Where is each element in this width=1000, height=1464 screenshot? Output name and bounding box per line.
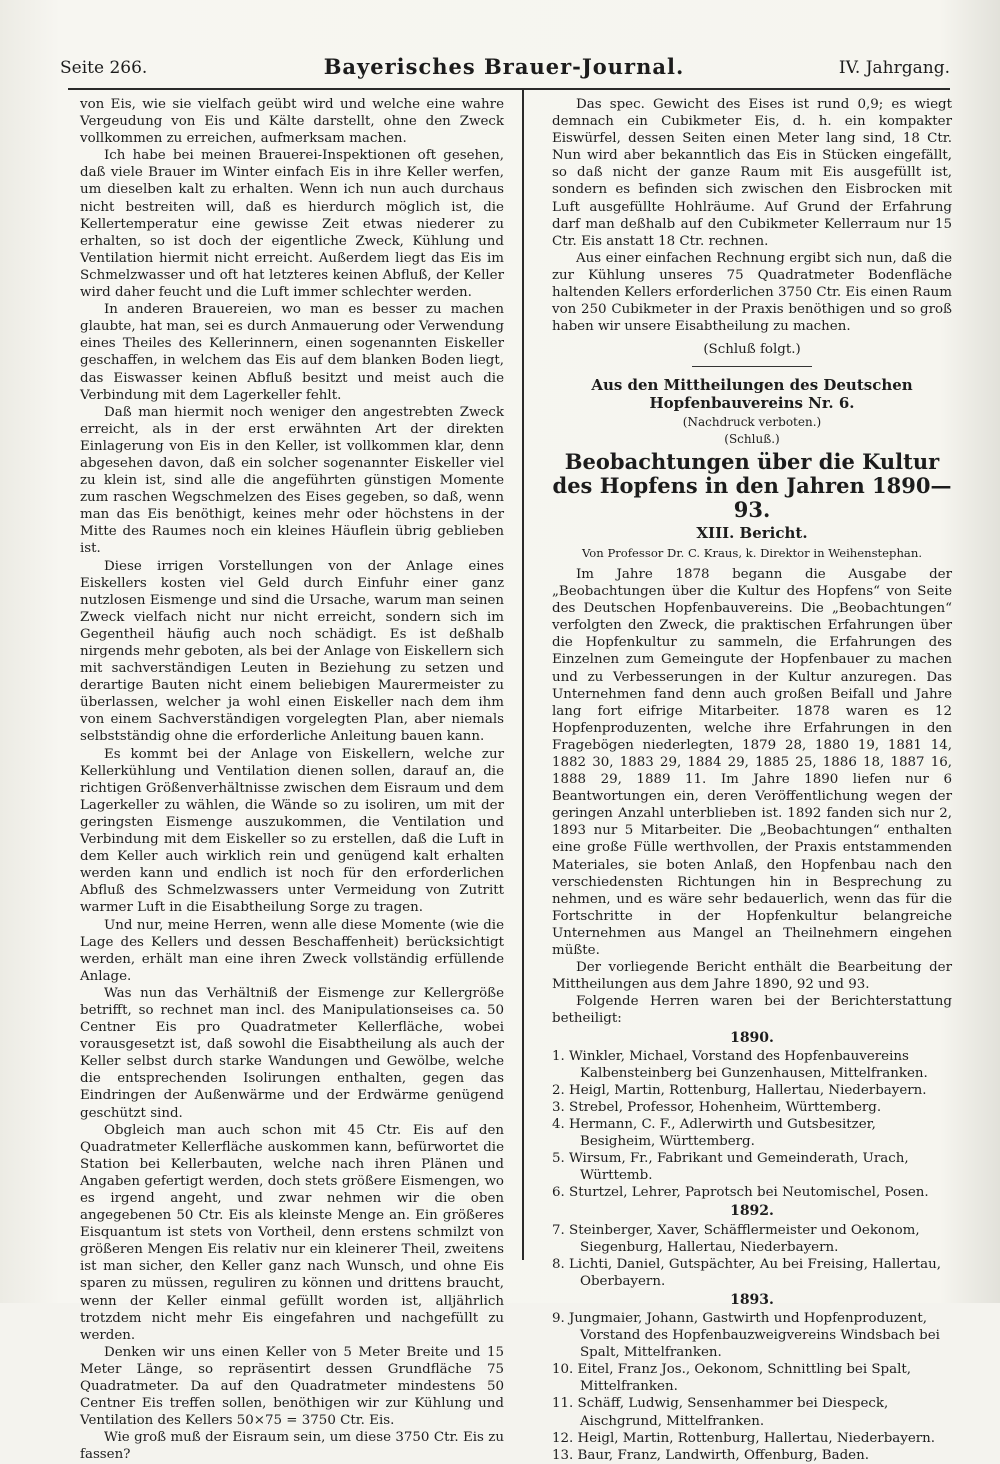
paragraph: Folgende Herren waren bei der Berichterstattung betheiligt: <box>552 994 952 1027</box>
section-heading: Aus den Mittheilungen des Deutschen Hopfenbauvereins Nr. 6. <box>591 376 913 412</box>
page-header <box>58 54 950 84</box>
conclusion-note: (Schluß.) <box>724 431 780 446</box>
report-label: XIII. Bericht. <box>696 523 808 542</box>
paragraph: Denken wir uns einen Keller von 5 Meter Breite und 15 Meter Länge, so repräsentirt dessen Grundfläche 75 Quadratmeter. Da auf den Quadratmeter mindestens 50 Centner Eis treffen sollen, benöthigen wir zur Kühlung und Ventilation des Kellers 50×75 = 3750 Ctr. Eis. <box>80 1344 504 1429</box>
paragraph: Wie groß muß der Eisraum sein, um diese 3750 Ctr. Eis zu fassen? <box>80 1430 504 1463</box>
header-rule <box>68 88 950 90</box>
paragraph: Es kommt bei der Anlage von Eiskellern, welche zur Kellerkühlung und Ventilation dienen sollen, darauf an, die richtigen Größenverhältnisse zwischen dem Eisraum und dem Lagerkeller zu wählen, die Wände so zu isoliren, um mit der geringsten Eismenge auszukommen, die Ventilation und Verbindung mit dem Eiskeller so zu erstellen, daß die Luft in dem Keller auch wirklich rein und genügend kalt erhalten werden kann und endlich ist noch für den erforderlichen Abfluß des Schmelzwassers unter Vermeidung von Zutritt warmer Luft in die Eisabtheilung Sorge zu tragen. <box>80 746 504 916</box>
page-number: Seite 266. <box>60 58 148 78</box>
list-item: 2. Heigl, Martin, Rottenburg, Hallertau, Niederbayern. <box>552 1082 927 1098</box>
paragraph: von Eis, wie sie vielfach geübt wird und welche eine wahre Vergeudung von Eis und Kälte darstellt, ohne den Zweck vollkommen zu erreichen, aufmerksam machen. <box>80 97 504 147</box>
year-heading: 1893. <box>730 1291 774 1308</box>
reprint-note: (Nachdruck verboten.) <box>682 414 822 429</box>
paragraph: Obgleich man auch schon mit 45 Ctr. Eis auf den Quadratmeter Kellerfläche auskommen kann, befürwortet die Station bei Kellerbauten, welche nach ihren Plänen und Angaben gefertigt werden, doch stets größere Eismengen, wo es irgend angeht, und zwar nehmen wir die oben angegebenen 50 Ctr. Eis als kleinste Menge an. Ein größeres Eisquantum ist stets von Vortheil, denn erstens schmilzt von größeren Mengen Eis relativ nur ein kleinerer Theil, zweitens ist man sicher, den Keller ganz nach Wunsch, und ohne Eis sparen zu müssen, reguliren zu können und drittens braucht, wenn der Keller einmal gefüllt worden ist, alljährlich trotzdem nicht mehr Eis eingefahren und nachgefüllt zu werden. <box>80 1122 504 1343</box>
volume-label: IV. Jahrgang. <box>838 58 950 78</box>
list-item: 5. Wirsum, Fr., Fabrikant und Gemeinderath, Urach, Württemb. <box>552 1151 909 1184</box>
paragraph: Der vorliegende Bericht enthält die Bearbeitung der Mittheilungen aus dem Jahre 1890, 92 und 93. <box>552 960 952 993</box>
paragraph: Was nun das Verhältniß der Eismenge zur Kellergröße betrifft, so rechnet man incl. des Manipulationseises ca. 50 Centner Eis pro Quadratmeter Kellerfläche, wobei vorausgesetzt ist, daß sowohl die Eisabtheilung als auch der Keller selbst durch starke Wandungen und Gewölbe, welche die entsprechenden Isolirungen enthalten, gegen das Eindringen der Außenwärme und der Erdwärme genügend geschützt sind. <box>80 985 504 1121</box>
list-item: 12. Heigl, Martin, Rottenburg, Hallertau, Niederbayern. <box>552 1430 936 1446</box>
paragraph: In anderen Brauereien, wo man es besser zu machen glaubte, hat man, sei es durch Anmauerung oder Verwendung eines Theiles des Kellerinnern, einen sogenannten Eiskeller geschaffen, in welchem das Eis auf dem blanken Boden liegt, das Eiswasser keinen Abfluß besitzt und meist auch die Verbindung mit dem Lagerkeller fehlt. <box>80 302 504 403</box>
article-title: Beobachtungen über die Kultur des Hopfens in den Jahren 1890—93. <box>552 448 952 522</box>
paragraph: Diese irrigen Vorstellungen von der Anlage eines Eiskellers kosten viel Geld durch Einfuhr einer ganz nutzlosen Eismenge und sind die Ursache, warum man seinen Zweck vielfach nicht nur nicht erreicht, sondern sich im Gegentheil häufig auch noch schädigt. Es ist deßhalb nirgends mehr geboten, als bei der Anlage von Eiskellern sich mit sachverständigen Leuten in Beziehung zu setzen und derartige Bauten nicht einem beliebigen Maurermeister zu überlassen, welcher ja wohl einen Eiskeller nach dem ihm von einem Sachverständigen vorgelegten Plan, aber niemals selbstständig ohne die erforderliche Anleitung bauen kann. <box>80 558 504 745</box>
list-item: 10. Eitel, Franz Jos., Oekonom, Schnittling bei Spalt, Mittelfranken. <box>552 1362 912 1395</box>
paragraph: Im Jahre 1878 begann die Ausgabe der „Beobachtungen über die Kultur des Hopfens“ von Seite des Deutschen Hopfenbauvereins. Die „Beobachtungen“ verfolgten den Zweck, die praktischen Erfahrungen über die Hopfenkultur zu sammeln, die Erfahrungen des Einzelnen zum Gemeingute der Hopfenbauer zu machen und zu Verbesserungen in der Kultur anzuregen. Das Unternehmen fand denn auch großen Beifall und Jahre lang fort eifrige Mitarbeiter. 1878 waren es 12 Hopfenproduzenten, welche ihre Erfahrungen in den Fragebögen niederlegten, 1879 28, 1880 19, 1881 14, 1882 30, 1883 29, 1884 29, 1885 25, 1886 18, 1887 16, 1888 29, 1889 11. Im Jahre 1890 liefen nur 6 Beantwortungen ein, deren Veröffentlichung wegen der geringen Anzahl unterblieben ist. 1892 fanden sich nur 2, 1893 nur 5 Mitarbeiter. Die „Beobachtungen“ enthalten eine große Fülle werthvollen, der Praxis entstammenden Materiales, sie boten Anlaß, den Hopfenbau nach den verschiedensten Richtungen hin in Besprechung zu nehmen, und es wäre sehr bedauerlich, wenn das für die Fortschritte in der Hopfenkultur belangreiche Unternehmen aus Mangel an Theilnehmern eingehen müßte. <box>552 566 952 959</box>
participant-list <box>552 1048 952 1202</box>
list-item: 9. Jungmaier, Johann, Gastwirth und Hopfenproduzent, Vorstand des Hopfenbauzweigvereins Windsbach bei Spalt, Mittelfranken. <box>552 1311 940 1361</box>
list-item: 8. Lichti, Daniel, Gutspächter, Au bei Freising, Hallertau, Oberbayern. <box>552 1256 942 1289</box>
byline: Von Professor Dr. C. Kraus, k. Direktor in Weihenstephan. <box>582 545 922 560</box>
list-item: 6. Sturtzel, Lehrer, Paprotsch bei Neutomischel, Posen. <box>552 1185 929 1201</box>
paragraph: Ich habe bei meinen Brauerei-Inspektionen oft gesehen, daß viele Brauer im Winter einfach Eis in ihre Keller werfen, um dieselben kalt zu erhalten. Wenn ich nun auch durchaus nicht bestreiten will, daß es hierdurch möglich ist, die Kellertemperatur eine gewisse Zeit etwas niederer zu erhalten, so ist doch der eigentliche Zweck, Kühlung und Ventilation hiermit nicht erreicht. Außerdem liegt das Eis im Schmelzwasser und oft hat letzteres keinen Abfluß, der Keller wird daher feucht und die Luft immer schlechter werden. <box>80 148 504 301</box>
participant-list <box>552 1222 952 1290</box>
list-item: 4. Hermann, C. F., Adlerwirth und Gutsbesitzer, Besigheim, Württemberg. <box>552 1116 876 1150</box>
year-heading: 1892. <box>730 1203 774 1220</box>
paragraph: Das spec. Gewicht des Eises ist rund 0,9; es wiegt demnach ein Cubikmeter Eis, d. h. ein kompakter Eiswürfel, dessen Seiten einen Meter lang sind, 18 Ctr. Nun wird aber bekanntlich das Eis in Stücken eingefällt, so daß nicht der ganze Raum mit Eis ausgefüllt ist, sondern es befinden sich zwischen den Eisbrocken mit Luft ausgefüllte Hohlräume. Auf Grund der Erfahrung darf man deßhalb auf den Cubikmeter Kellerraum nur 15 Ctr. Eis anstatt 18 Ctr. rechnen. <box>552 97 952 249</box>
list-item: 1. Winkler, Michael, Vorstand des Hopfenbauvereins Kalbensteinberg bei Gunzenhausen, Mittelfranken. <box>552 1048 928 1081</box>
paragraph: Daß man hiermit noch weniger den angestrebten Zweck erreicht, als in der erst erwähnten Art der direkten Einlagerung von Eis in den Keller, ist vollkommen klar, denn abgesehen davon, daß ein solcher sogenannter Eiskeller viel zu klein ist, sind alle die angeführten günstigen Momente zum raschen Wegschmelzen des Eises gegeben, so daß, wenn man das Eis benöthigt, keines mehr oder höchstens in der Mitte des Raumes noch ein kleines Häuflein übrig geblieben ist. <box>80 404 504 557</box>
year-heading: 1890. <box>730 1029 774 1046</box>
column-divider <box>522 90 524 1260</box>
journal-title: Bayerisches Brauer-Journal. <box>323 54 685 79</box>
left-column <box>80 96 504 1464</box>
list-item: 13. Baur, Franz, Landwirth, Offenburg, Baden. <box>552 1447 869 1463</box>
paragraph: Und nur, meine Herren, wenn alle diese Momente (wie die Lage des Kellers und dessen Beschaffenheit) berücksichtigt werden, erhält man eine ihren Zweck vollständig erfüllende Anlage. <box>80 917 504 984</box>
list-item: 11. Schäff, Ludwig, Sensenhammer bei Diespeck, Aischgrund, Mittelfranken. <box>552 1396 889 1429</box>
participant-list <box>552 1310 952 1464</box>
right-column <box>552 96 952 1464</box>
section-divider <box>692 366 812 367</box>
list-item: 3. Strebel, Professor, Hohenheim, Württemberg. <box>552 1099 882 1115</box>
paragraph: Aus einer einfachen Rechnung ergibt sich nun, daß die zur Kühlung unseres 75 Quadratmeter Bodenfläche haltenden Kellers erforderlichen 3750 Ctr. Eis einen Raum von 250 Cubikmeter in der Praxis benöthigen und so groß haben wir unsere Eisabtheilung zu machen. <box>552 250 952 335</box>
continuation-note: (Schluß folgt.) <box>703 342 801 358</box>
list-item: 7. Steinberger, Xaver, Schäfflermeister und Oekonom, Siegenburg, Hallertau, Niederbayern. <box>552 1222 920 1255</box>
